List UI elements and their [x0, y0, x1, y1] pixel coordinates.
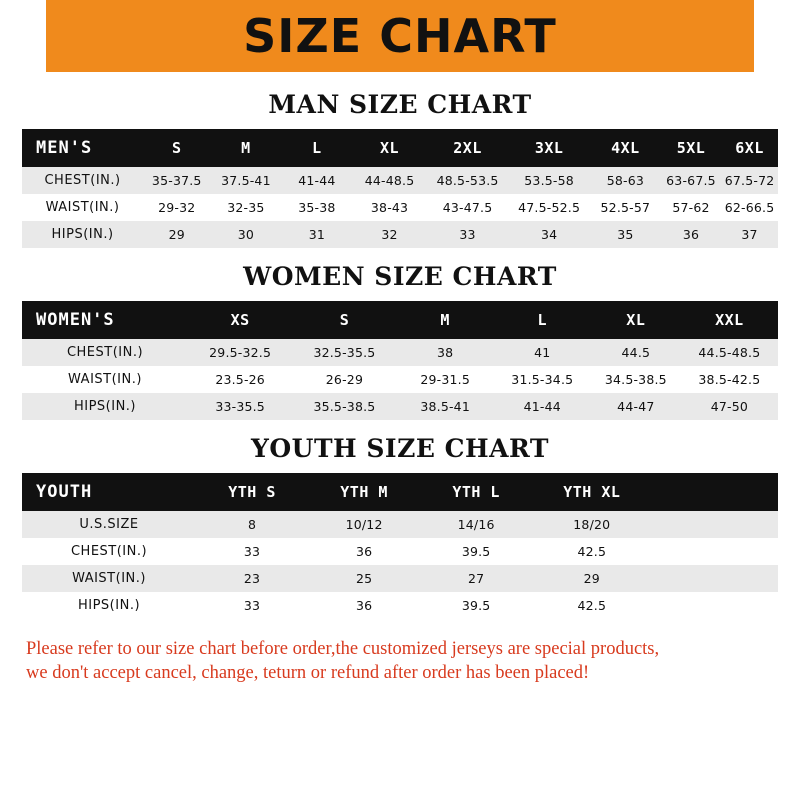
table-row	[22, 511, 778, 538]
table-cell: 14/16	[420, 511, 532, 538]
table-cell: 33	[427, 221, 509, 248]
table-cell: 42.5	[532, 592, 651, 619]
table-cell: 35.5-38.5	[292, 393, 396, 420]
table-cell: 29	[532, 565, 651, 592]
row-label: HIPS(IN.)	[22, 592, 196, 619]
table-cell: 41-44	[281, 167, 352, 194]
table-cell: 39.5	[420, 538, 532, 565]
youth-size-table	[22, 473, 778, 619]
table-row	[22, 592, 778, 619]
table-cell: 27	[420, 565, 532, 592]
table-cell: 29.5-32.5	[188, 339, 292, 366]
table-cell	[651, 538, 778, 565]
table-row	[22, 538, 778, 565]
column-header: L	[494, 301, 591, 339]
table-cell: 47.5-52.5	[508, 194, 590, 221]
column-header: YOUTH	[22, 473, 196, 511]
table-cell: 38	[397, 339, 494, 366]
table-cell: 37	[721, 221, 778, 248]
table-row	[22, 339, 778, 366]
table-cell: 33-35.5	[188, 393, 292, 420]
column-header: M	[397, 301, 494, 339]
table-cell: 32.5-35.5	[292, 339, 396, 366]
notice-text	[26, 637, 774, 686]
table-cell: 48.5-53.5	[427, 167, 509, 194]
table-cell: 67.5-72	[721, 167, 778, 194]
table-cell: 33	[196, 592, 308, 619]
column-header: 5XL	[661, 129, 721, 167]
table-cell: 44.5-48.5	[681, 339, 778, 366]
table-cell: 8	[196, 511, 308, 538]
row-label: HIPS(IN.)	[22, 393, 188, 420]
column-header: 4XL	[590, 129, 661, 167]
table-cell: 47-50	[681, 393, 778, 420]
table-cell: 36	[308, 538, 420, 565]
table-cell: 35	[590, 221, 661, 248]
section-title-women: WOMEN SIZE CHART	[243, 262, 557, 291]
table-cell: 35-37.5	[143, 167, 210, 194]
table-cell: 29-31.5	[397, 366, 494, 393]
section-women	[22, 262, 778, 420]
table-row	[22, 565, 778, 592]
table-header-row	[22, 301, 778, 339]
table-cell: 42.5	[532, 538, 651, 565]
table-cell: 34.5-38.5	[591, 366, 681, 393]
column-header: S	[292, 301, 396, 339]
column-header: XS	[188, 301, 292, 339]
table-cell: 41-44	[494, 393, 591, 420]
notice-line-1: Please refer to our size chart before order,the customized jerseys are special products,	[26, 639, 660, 659]
table-cell: 38.5-42.5	[681, 366, 778, 393]
row-label: CHEST(IN.)	[22, 538, 196, 565]
notice-line-2: we don't accept cancel, change, teturn or refund after order has been placed!	[26, 663, 590, 684]
table-cell: 36	[308, 592, 420, 619]
row-label: WAIST(IN.)	[22, 194, 143, 221]
column-header: S	[143, 129, 210, 167]
table-cell: 34	[508, 221, 590, 248]
row-label: CHEST(IN.)	[22, 167, 143, 194]
table-cell: 62-66.5	[721, 194, 778, 221]
table-cell: 41	[494, 339, 591, 366]
table-cell: 29-32	[143, 194, 210, 221]
table-cell	[651, 565, 778, 592]
table-cell: 38-43	[352, 194, 426, 221]
table-cell: 43-47.5	[427, 194, 509, 221]
table-cell: 44-48.5	[352, 167, 426, 194]
column-header: XL	[352, 129, 426, 167]
table-row	[22, 366, 778, 393]
table-cell	[651, 511, 778, 538]
table-cell: 36	[661, 221, 721, 248]
table-cell: 23.5-26	[188, 366, 292, 393]
table-cell: 63-67.5	[661, 167, 721, 194]
column-header: YTH S	[196, 473, 308, 511]
column-header	[651, 473, 778, 511]
row-label: U.S.SIZE	[22, 511, 196, 538]
table-cell: 31.5-34.5	[494, 366, 591, 393]
section-title-man: MAN SIZE CHART	[268, 90, 532, 119]
column-header: WOMEN'S	[22, 301, 188, 339]
column-header: 2XL	[427, 129, 509, 167]
table-cell: 32	[352, 221, 426, 248]
man-size-table	[22, 129, 778, 248]
table-row	[22, 167, 778, 194]
content-area	[0, 72, 800, 686]
section-man	[22, 90, 778, 248]
table-cell: 31	[281, 221, 352, 248]
table-row	[22, 393, 778, 420]
table-cell: 23	[196, 565, 308, 592]
row-label: WAIST(IN.)	[22, 366, 188, 393]
table-cell	[651, 592, 778, 619]
section-youth	[22, 434, 778, 619]
column-header: MEN'S	[22, 129, 143, 167]
table-cell: 39.5	[420, 592, 532, 619]
table-row	[22, 221, 778, 248]
table-header-row	[22, 473, 778, 511]
table-cell: 37.5-41	[210, 167, 281, 194]
women-size-table	[22, 301, 778, 420]
row-label: WAIST(IN.)	[22, 565, 196, 592]
column-header: YTH M	[308, 473, 420, 511]
table-cell: 25	[308, 565, 420, 592]
column-header: 3XL	[508, 129, 590, 167]
table-row	[22, 194, 778, 221]
table-cell: 33	[196, 538, 308, 565]
table-cell: 10/12	[308, 511, 420, 538]
table-cell: 32-35	[210, 194, 281, 221]
section-title-youth: YOUTH SIZE CHART	[251, 434, 549, 463]
table-cell: 18/20	[532, 511, 651, 538]
row-label: HIPS(IN.)	[22, 221, 143, 248]
row-label: CHEST(IN.)	[22, 339, 188, 366]
table-cell: 52.5-57	[590, 194, 661, 221]
table-cell: 26-29	[292, 366, 396, 393]
table-cell: 57-62	[661, 194, 721, 221]
column-header: L	[281, 129, 352, 167]
column-header: M	[210, 129, 281, 167]
column-header: XXL	[681, 301, 778, 339]
table-cell: 35-38	[281, 194, 352, 221]
column-header: XL	[591, 301, 681, 339]
table-header-row	[22, 129, 778, 167]
table-cell: 44.5	[591, 339, 681, 366]
table-cell: 53.5-58	[508, 167, 590, 194]
table-cell: 58-63	[590, 167, 661, 194]
column-header: YTH XL	[532, 473, 651, 511]
page-title: SIZE CHART	[243, 9, 557, 63]
column-header: YTH L	[420, 473, 532, 511]
table-cell: 44-47	[591, 393, 681, 420]
table-cell: 29	[143, 221, 210, 248]
column-header: 6XL	[721, 129, 778, 167]
table-cell: 30	[210, 221, 281, 248]
header-band	[0, 0, 800, 72]
table-cell: 38.5-41	[397, 393, 494, 420]
